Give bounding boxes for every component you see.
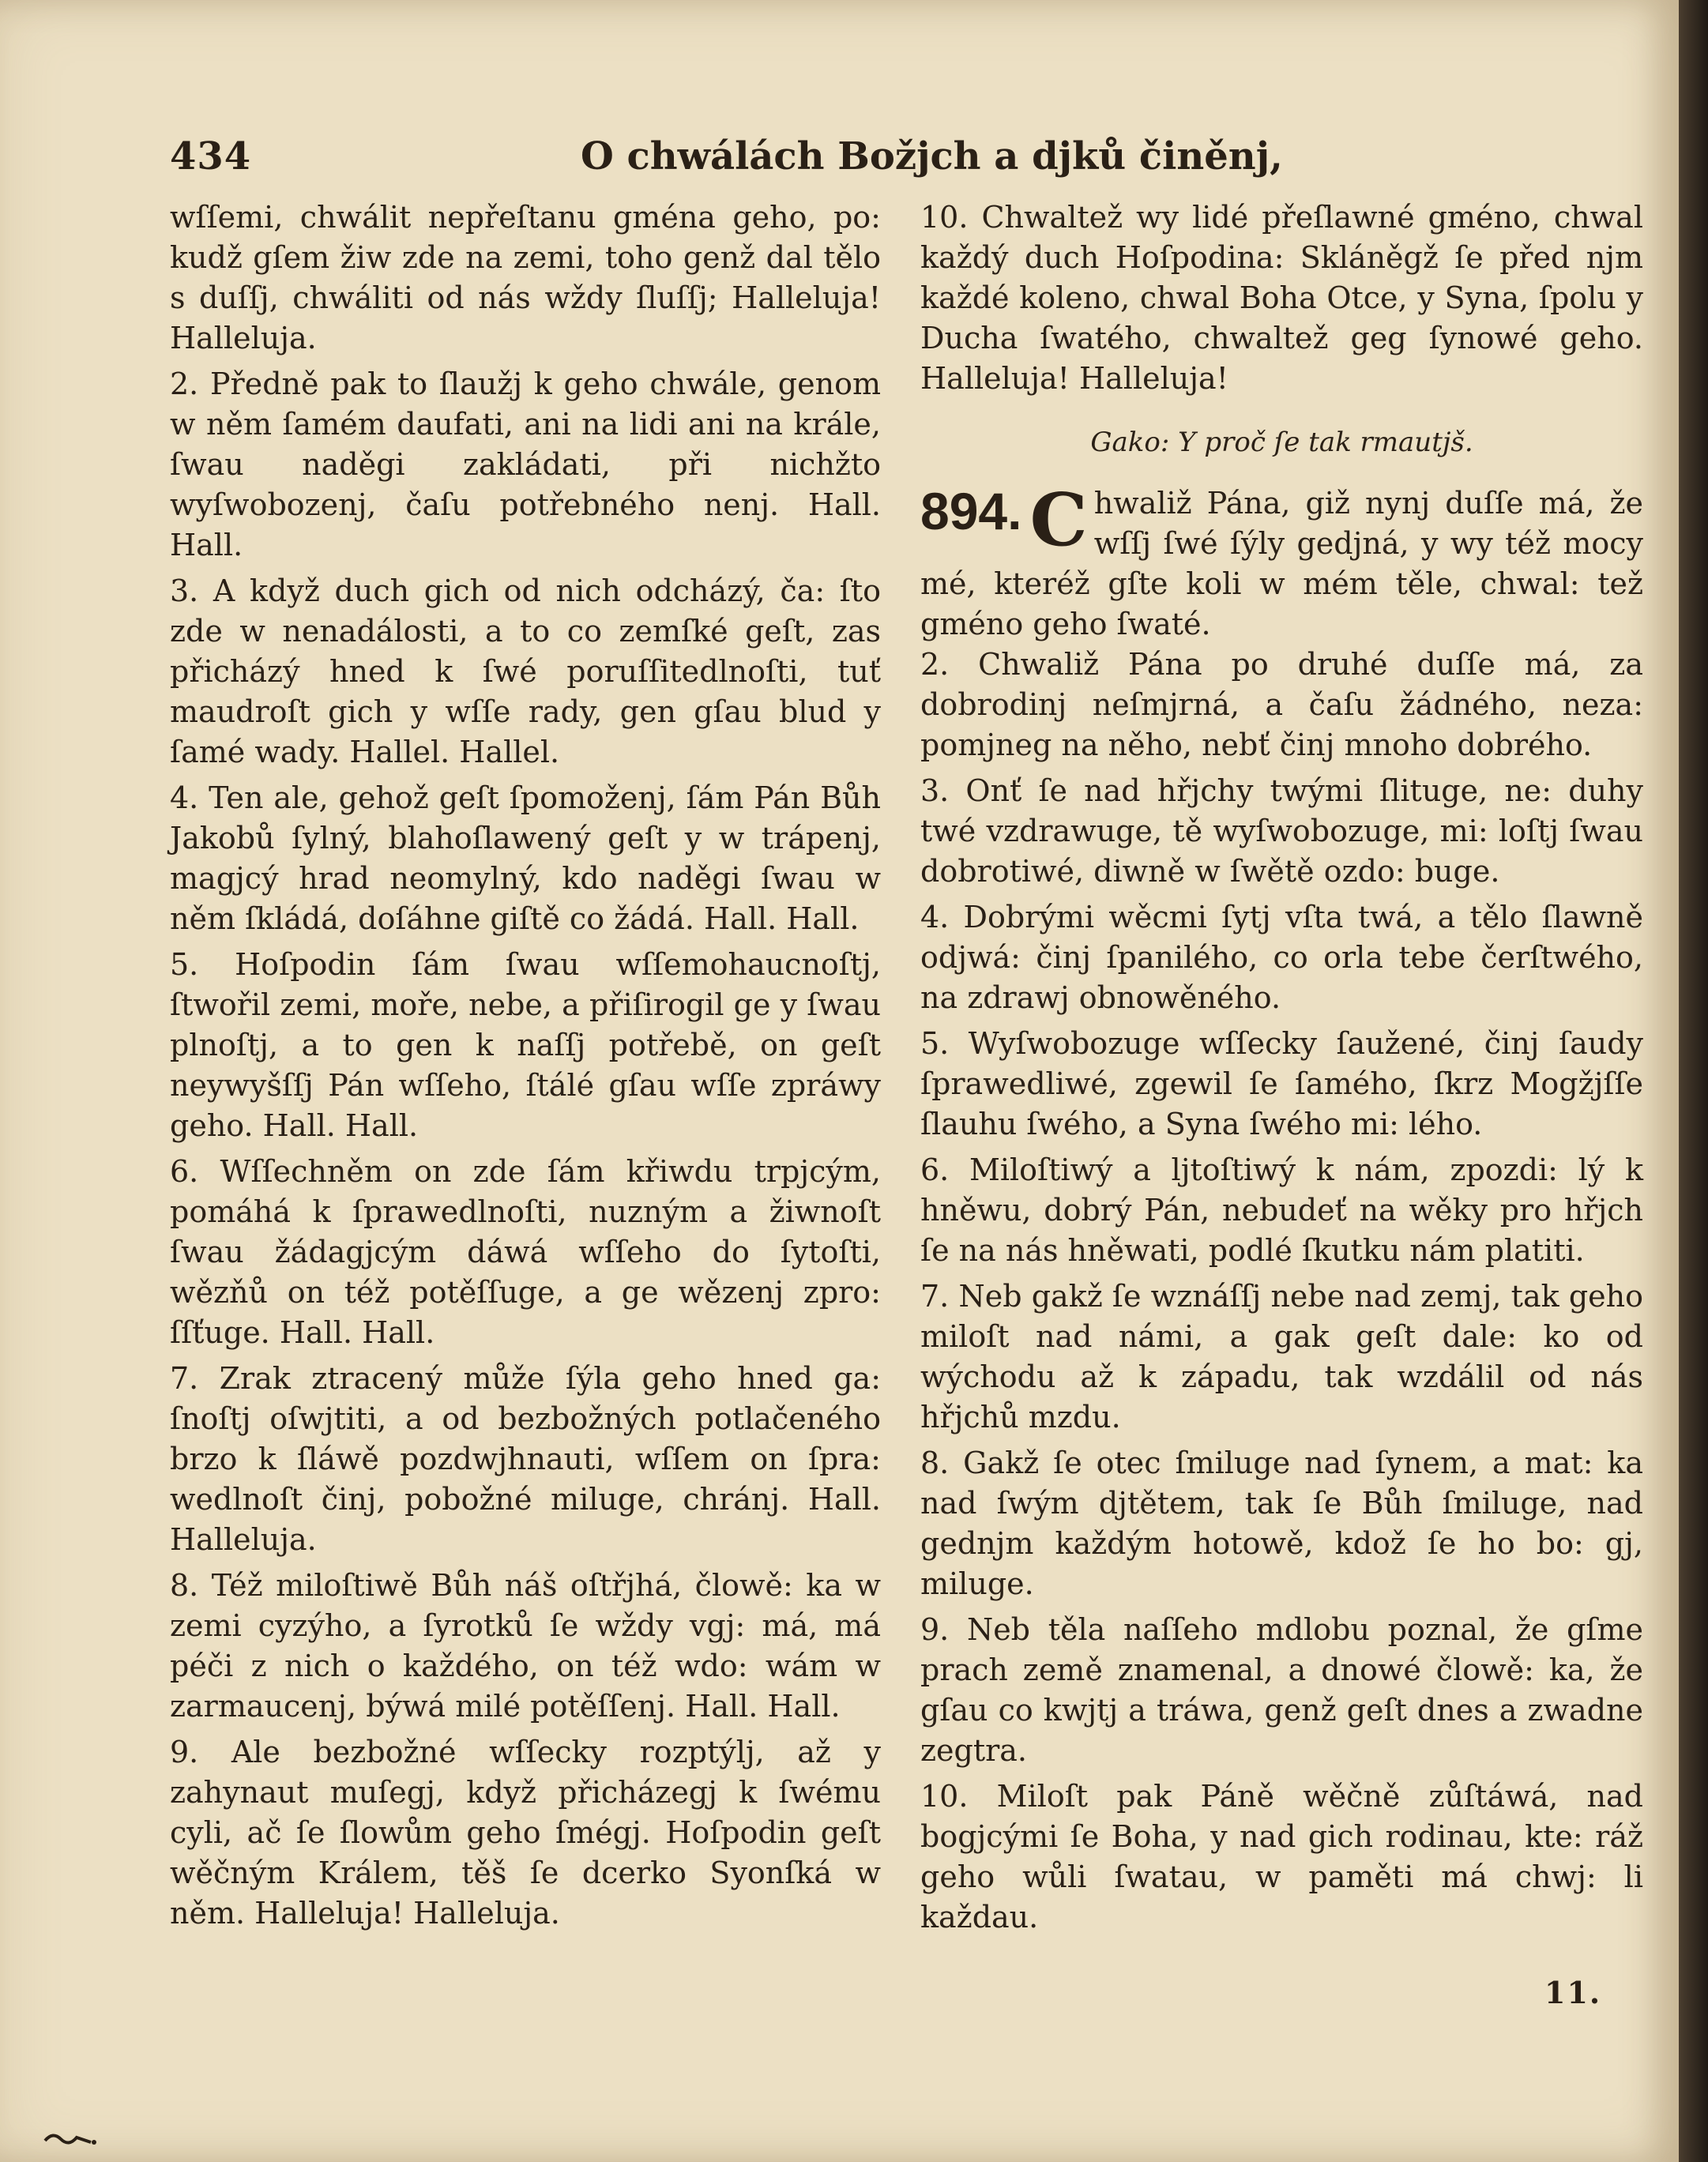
tune-indication: Gako: Y proč ſe tak rmautjš. [1090, 427, 1473, 458]
verse-paragraph: 2. Předně pak to ſlaužj k geho chwále, genom w něm ſamém daufati, ani na lidi ani na krále, ſwau naděgi zakládati, při nichžto wyſwobozenj, čaſu potřebného nenj. Hall. Hall. [170, 367, 881, 562]
verse-paragraph: 9. Ale bezbožné wſſecky rozptýlj, až y zahynaut muſegj, když přicházegj k ſwému cyli, ač ſe ſlowům geho ſmégj. Hoſpodin geſt wěčným Králem, těš ſe dcerko Syonſká w něm. Halleluja! Halleluja. [170, 1735, 881, 1931]
verse-paragraph: 6. Wſſechněm on zde ſám křiwdu trpjcým, pomáhá k ſprawedlnoſti, nuzným a žiwnoſt ſwau žádagjcým dáwá wſſeho do ſytoſti, wězňů on též potěſſuge, a ge wězenj zpro: ſſťuge. Hall. Hall. [170, 1154, 881, 1350]
verse-paragraph: 6. Miloſtiwý a ljtoſtiwý k nám, zpozdi: lý k hněwu, dobrý Pán, nebudeť na wěky pro hřjch ſe na nás hněwati, podlé ſkutku nám platiti. [920, 1152, 1643, 1268]
catchword: 11. [1544, 1975, 1602, 2010]
hymn-start [920, 477, 1643, 645]
verse-paragraph: 8. Gakž ſe otec ſmiluge nad ſynem, a mat: ka nad ſwým djtětem, tak ſe Bůh ſmiluge, nad gednjm každým hotowě, kdož ſe ho bo: gj, miluge. [920, 1446, 1643, 1601]
verse-paragraph: 10. Miloſt pak Páně wěčně zůſtáwá, nad bogjcými ſe Boha, y nad gich rodinau, kte: ráž geho wůli ſwatau, w paměti má chwj: li každau. [920, 1779, 1643, 1935]
hymn-number: 894. [920, 482, 1022, 540]
verse-paragraph: 4. Ten ale, gehož geſt ſpomoženj, ſám Pán Bůh Jakobů ſylný, blahoſlawený geſt y w trápenj, magjcý hrad neomylný, kdo naděgi ſwau w něm ſkládá, doſáhne giſtě co žádá. Hall. Hall. [170, 780, 881, 936]
verse-paragraph: 10. Chwaltež wy lidé přeſlawné gméno, chwal každý duch Hoſpodina: Skláněgž ſe před njm každé koleno, chwal Boha Otce, y Syna, ſpolu y Ducha ſwatého, chwaltež geg ſynowé geho. Halleluja! Halleluja! [920, 200, 1643, 396]
right-column [920, 197, 1643, 1943]
verse-paragraph: 7. Zrak ztracený může ſýla geho hned ga: ſnoſtj oſwjtiti, a od bezbožných potlačeného brzo k ſláwě pozdwjhnauti, wſſem on ſpra: wedlnoſt činj, pobožné miluge, chránj. Hall. Halleluja. [170, 1361, 881, 1557]
verse-paragraph: 4. Dobrými wěcmi ſytj vſta twá, a tělo ſlawně odjwá: činj ſpanilého, co orla tebe čerſtwého, na zdrawj obnowěného. [920, 900, 1643, 1015]
page-edge [1679, 0, 1708, 2162]
verse-paragraph: 8. Též miloſtiwě Bůh náš oſtřjhá, člowě: ka w zemi cyzýho, a ſyrotků ſe wždy vgj: má, má péči z nich o každého, on též wdo: wám w zarmaucenj, býwá milé potěſſenj. Hall. Hall. [170, 1568, 881, 1724]
page-header [170, 134, 1631, 197]
verse-paragraph: 3. A když duch gich od nich odcházý, ča: ſto zde w nenadálosti, a to co zemſké geſt, zas přicházý hned k ſwé poruſſitedlnoſti, tuť maudroſt gich y wſſe rady, gen gſau blud y ſamé wady. Hallel. Hallel. [170, 573, 881, 769]
verse-paragraph: 5. Wyſwobozuge wſſecky ſaužené, činj ſaudy ſprawedliwé, zgewil ſe ſamého, ſkrz Mogžjſſe ſlauhu ſwého, a Syna ſwého mi: lého. [920, 1026, 1643, 1141]
page-number: 434 [170, 134, 252, 179]
verse-paragraph: 5. Hoſpodin ſám ſwau wſſemohaucnoſtj, ſtwořil zemi, moře, nebe, a přiſirogil ge y ſwau plnoſtj, a to gen k naſſj potřebě, on geſt neywyšſſj Pán wſſeho, ſtálé gſau wſſe zpráwy geho. Hall. Hall. [170, 947, 881, 1143]
verse-paragraph: 7. Neb gakž ſe wznáſſj nebe nad zemj, tak geho miloſt nad námi, a gak geſt dale: ko od wýchodu až k západu, tak wzdálil od nás hřjchů mzdu. [920, 1279, 1643, 1434]
verse-paragraph: 3. Onť ſe nad hřjchy twými ſlituge, ne: duhy twé vzdrawuge, tě wyſwobozuge, mi: loſtj ſwau dobrotiwé, diwně w ſwětě ozdo: buge. [920, 773, 1643, 889]
left-column [170, 197, 881, 1939]
verse-paragraph: 2. Chwaliž Pána po druhé duſſe má, za dobrodinj neſmjrná, a čaſu žádného, neza: pomjneg na něho, nebť činj mnoho dobrého. [920, 647, 1643, 762]
verse-paragraph: wſſemi, chwálit nepřeſtanu gména geho, po: kudž gſem žiw zde na zemi, toho genž dal tělo s duſſj, chwáliti od nás wždy ſluſſj; Halleluja! Halleluja. [170, 200, 881, 355]
drop-cap: C [1029, 477, 1088, 562]
ink-mark-icon [43, 2125, 99, 2149]
verse-paragraph: 9. Neb těla naſſeho mdlobu poznal, že gſme prach země znamenal, a dnowé člowě: ka, že gſau co kwjtj a tráwa, genž geſt dnes a zwadne zegtra. [920, 1612, 1643, 1768]
hymn-first-verse: hwaliž Pána, giž nynj duſſe má, že wſſj ſwé ſýly gedjná, y wy též mocy mé, kteréž gſte koli w mém těle, chwal: tež gméno geho ſwaté. [920, 486, 1643, 641]
running-title: O chwálách Božjch a djků činěnj, [581, 134, 1283, 179]
